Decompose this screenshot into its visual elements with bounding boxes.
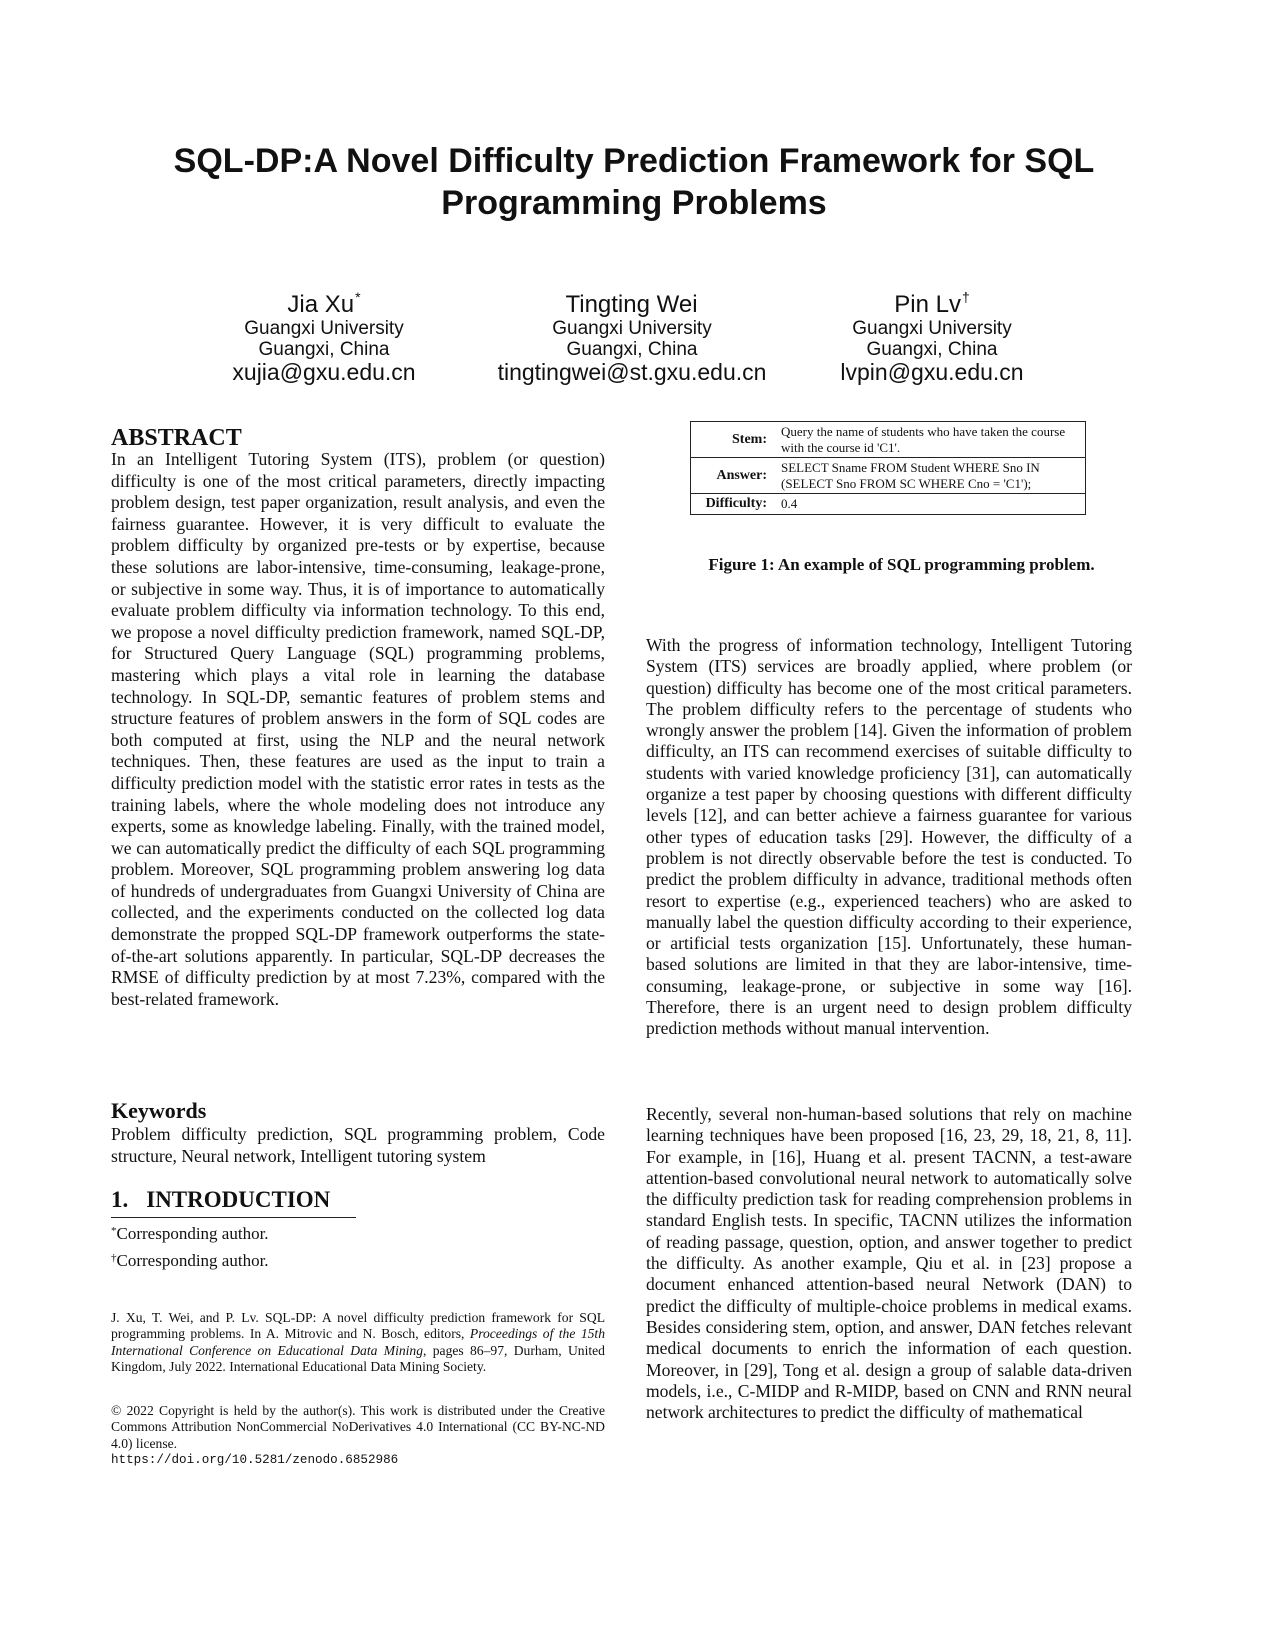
difficulty-value: 0.4: [773, 494, 1086, 515]
author-name-text: Jia Xu: [287, 291, 355, 318]
footnote-1: [111, 1224, 269, 1244]
author-name-text: Tingting Wei: [565, 291, 698, 318]
copyright-text: © 2022 Copyright is held by the author(s). This work is distributed under the Creative Commons Attribution NonCommercial NoDerivatives 4.0 International (CC BY-NC-ND 4.0) license.: [111, 1403, 605, 1451]
difficulty-label: Difficulty:: [691, 494, 774, 515]
keywords-heading: Keywords: [111, 1098, 207, 1123]
author-1: [144, 289, 504, 385]
author-email: tingtingwei@st.gxu.edu.cn: [497, 359, 767, 385]
introduction-heading: [111, 1186, 330, 1214]
author-name: [752, 289, 1112, 318]
copyright-block: [111, 1403, 605, 1469]
abstract-heading: ABSTRACT: [111, 425, 242, 451]
figure-1-caption: Figure 1: An example of SQL programming problem.: [708, 555, 1095, 574]
citation-prefix: J. Xu, T. Wei, and P. Lv. SQL-DP: A novel difficulty prediction framework for SQL programming problems. In A. Mitrovic and N. Bosch, editors,: [111, 1310, 605, 1342]
footnote-mark: *: [111, 1225, 117, 1237]
paper-title-line-1: SQL-DP:A Novel Difficulty Prediction Framework for SQL: [173, 142, 1095, 180]
stem-value: Query the name of students who have taken the course with the course id 'C1'.: [773, 422, 1086, 458]
introduction-paragraph-1: With the progress of information technology, Intelligent Tutoring System (ITS) services are broadly applied, where problem (or question) difficulty has become one of the most critical parameters. The problem difficulty refers to the percentage of students who wrongly answer the problem [14]. Given the information of problem difficulty, an ITS can recommend exercises of suitable difficulty to students with varied knowledge proficiency [31], can automatically organize a test paper by choosing questions with different difficulty levels [12], and can better achieve a fairness guarantee for various other types of education tasks [29]. However, the difficulty of a problem is not directly observable before the test is conducted. To predict the problem difficulty in advance, traditional methods often resort to expertise (e.g., experienced teachers) who are asked to manually label the question difficulty according to their experience, or artificial tests organization [15]. Unfortunately, these human-based solutions are limited in that they are labor-intensive, time-consuming, leakage-prone, or subjective in some way [16]. Therefore, there is an urgent need to design problem difficulty prediction methods without manual intervention.: [646, 635, 1132, 1039]
section-title: INTRODUCTION: [146, 1187, 331, 1212]
introduction-paragraph-2: Recently, several non-human-based solutions that rely on machine learning techniques have been proposed [16, 23, 29, 18, 21, 8, 11]. For example, in [16], Huang et al. present TACNN, a test-aware attention-based convolutional neural network to automatically solve the difficulty prediction task for reading comprehension problems in standard English tests. In specific, TACNN utilizes the information of reading passage, question, option, and answer together to predict the difficulty. As another example, Qiu et al. in [23] propose a document enhanced attention-based neural Network (DAN) to predict the difficulty of multiple-choice problems in medical exams. Besides considering stem, option, and answer, DAN fetches relevant medical documents to enrich the information of each question. Moreover, in [29], Tong et al. design a group of salable data-driven models, i.e., C-MIDP and R-MIDP, based on CNN and RNN neural network architectures to predict the difficulty of mathematical: [646, 1104, 1132, 1423]
author-location: Guangxi, China: [258, 339, 390, 360]
author-affiliation: Guangxi University: [852, 318, 1012, 339]
answer-value: SELECT Sname FROM Student WHERE Sno IN (SELECT Sno FROM SC WHERE Cno = 'C1');: [773, 458, 1086, 494]
author-affiliation: Guangxi University: [244, 318, 404, 339]
stem-label: Stem:: [691, 422, 774, 458]
author-3: [752, 289, 1112, 385]
author-name: [144, 289, 504, 318]
footnote-mark: †: [111, 1252, 117, 1264]
footnote-text: Corresponding author.: [116, 1224, 269, 1243]
footnote-text: Corresponding author.: [116, 1251, 269, 1270]
author-affiliation: Guangxi University: [552, 318, 712, 339]
figure-row-answer: [691, 458, 1086, 494]
paper-title: [60, 140, 1208, 224]
author-email: xujia@gxu.edu.cn: [232, 359, 416, 385]
section-number: 1.: [111, 1187, 129, 1212]
author-location: Guangxi, China: [866, 339, 998, 360]
footnote-2: [111, 1251, 269, 1271]
keywords-text: Problem difficulty prediction, SQL programming problem, Code structure, Neural network, Intelligent tutoring system: [111, 1124, 605, 1166]
author-mark: *: [355, 289, 361, 305]
author-mark: †: [961, 289, 970, 305]
citation-venue: Proceedings of the 15th International Conference on Educational Data Mining: [111, 1326, 605, 1358]
figure-row-stem: [691, 422, 1086, 458]
citation-suffix: , pages 86–97, Durham, United Kingdom, July 2022. International Educational Data Mining Society.: [111, 1342, 605, 1375]
abstract-text: In an Intelligent Tutoring System (ITS), problem (or question) difficulty is one of the most critical parameters, directly impacting problem design, test paper organization, result analysis, and even the fairness guarantee. However, it is very difficult to evaluate the problem difficulty by organized pre-tests or by expertise, because these solutions are labor-intensive, time-consuming, leakage-prone, or subjective in some way. Thus, it is of importance to automatically evaluate problem difficulty via information technology. To this end, we propose a novel difficulty prediction framework, named SQL-DP, for Structured Query Language (SQL) programming problems, mastering which plays a vital role in learning the database technology. In SQL-DP, semantic features of problem stems and structure features of problem answers in the form of SQL codes are both computed at first, using the NLP and the neural network techniques. Then, these features are used as the input to train a difficulty prediction model with the statistic error rates in tests as the training labels, where the whole modeling does not introduce any experts, some as knowledge labeling. Finally, with the trained model, we can automatically predict the difficulty of each SQL programming problem. Moreover, SQL programming problem answering log data of hundreds of undergraduates from Guangxi University of China are collected, and the experiments conducted on the collected log data demonstrate the propped SQL-DP framework outperforms the state-of-the-art solutions apparently. In particular, SQL-DP decreases the RMSE of difficulty prediction by at most 7.23%, compared with the best-related framework.: [111, 449, 605, 1009]
answer-label: Answer:: [691, 458, 774, 494]
figure-row-difficulty: [691, 494, 1086, 515]
author-name-text: Pin Lv: [894, 291, 961, 318]
figure-1-table: [690, 421, 1086, 515]
doi-link[interactable]: https://doi.org/10.5281/zenodo.6852986: [111, 1453, 399, 1468]
paper-title-line-2: Programming Problems: [441, 184, 827, 222]
citation-block: [111, 1310, 605, 1376]
author-block: [0, 289, 1268, 402]
footnote-divider: [111, 1217, 356, 1218]
author-email: lvpin@gxu.edu.cn: [840, 359, 1024, 385]
author-location: Guangxi, China: [566, 339, 698, 360]
